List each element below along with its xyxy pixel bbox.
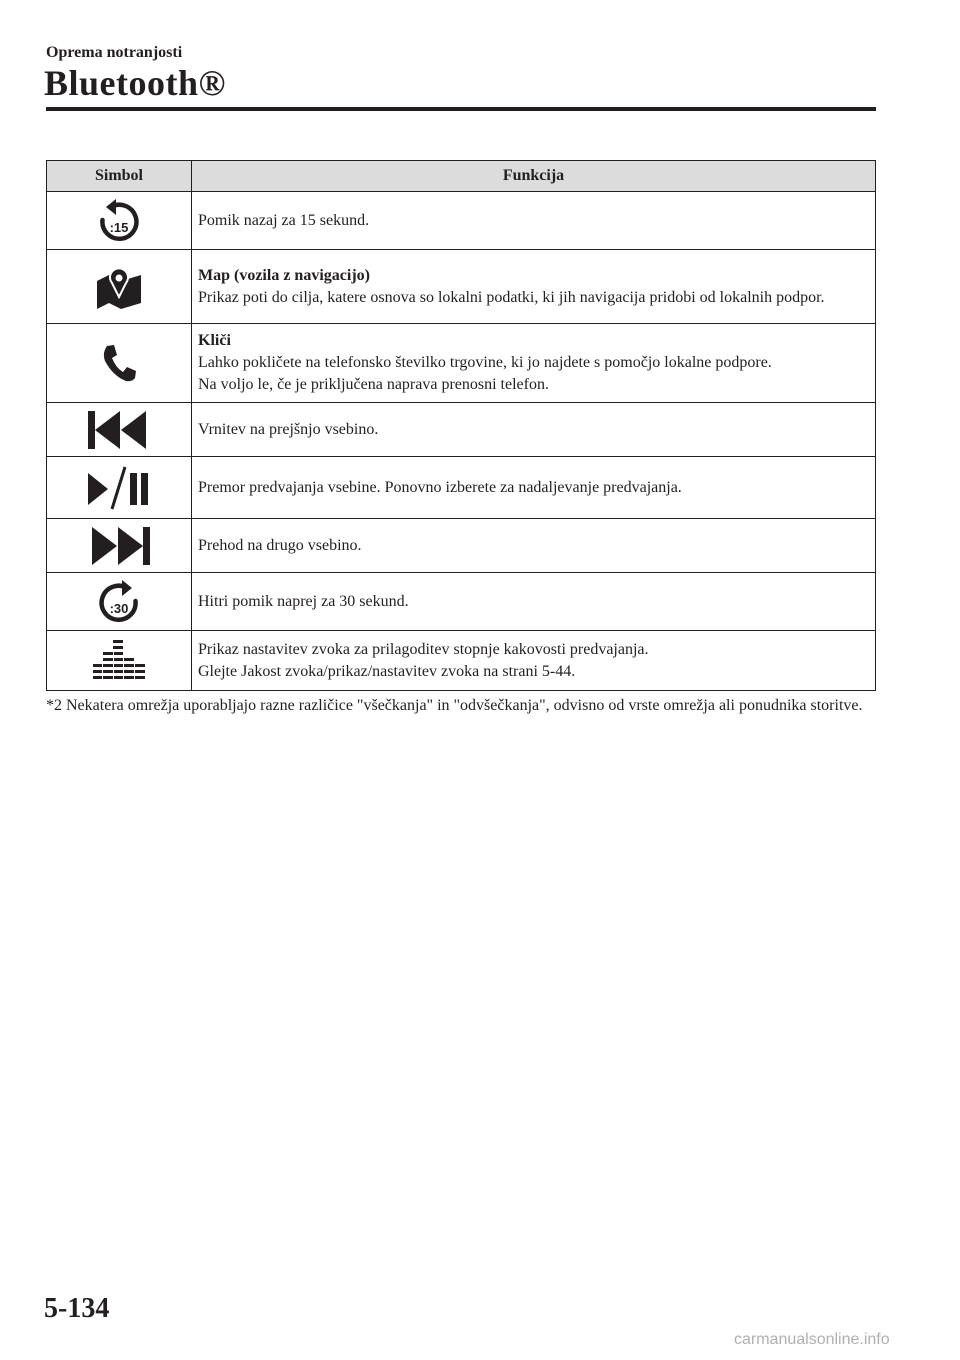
table-row — [47, 573, 876, 631]
function-cell — [192, 631, 876, 691]
next-track-icon — [88, 527, 150, 565]
function-cell — [192, 519, 876, 573]
symbol-cell — [47, 457, 192, 519]
svg-text::30: :30 — [109, 600, 129, 616]
skip-forward-30-icon — [97, 579, 141, 625]
function-heading: Map (vozila z navigacijo) — [198, 266, 370, 284]
function-text: Pomik nazaj za 15 sekund. — [198, 211, 370, 229]
symbol-cell — [47, 631, 192, 691]
function-cell — [192, 324, 876, 403]
column-header-symbol: Simbol — [47, 161, 192, 192]
watermark: carmanualsonline.info — [734, 1331, 890, 1348]
play-pause-icon — [88, 465, 150, 511]
phone-icon — [101, 343, 137, 383]
table-header-row — [47, 161, 876, 192]
symbol-cell — [47, 192, 192, 250]
map-pin-icon — [95, 265, 143, 309]
function-text: Lahko pokličete na telefonsko številko trgovine, ki jo najdete s pomočjo lokalne podpore. — [198, 354, 772, 371]
function-cell — [192, 457, 876, 519]
table-row — [47, 631, 876, 691]
page-title: Bluetooth® — [44, 63, 226, 103]
function-text: Hitri pomik naprej za 30 sekund. — [198, 592, 409, 610]
table-row — [47, 519, 876, 573]
skip-back-15-icon — [97, 198, 141, 244]
column-header-function: Funkcija — [192, 161, 876, 192]
function-heading: Kliči — [198, 332, 231, 349]
function-text: Premor predvajanja vsebine. Ponovno izberete za nadaljevanje predvajanja. — [198, 478, 682, 496]
table-row — [47, 250, 876, 324]
title-divider — [46, 107, 876, 111]
function-text: Prikaz poti do cilja, katere osnova so lokalni podatki, ki jih navigacija pridobi od lokalnih podpor. — [198, 288, 825, 306]
function-text: Na voljo le, če je priključena naprava prenosni telefon. — [198, 376, 549, 393]
symbol-cell — [47, 573, 192, 631]
sound-settings-icon — [93, 640, 145, 682]
function-text: Glejte Jakost zvoka/prikaz/nastavitev zvoka na strani 5-44. — [198, 662, 576, 680]
page-number: 5-134 — [44, 1293, 110, 1324]
svg-text::15: :15 — [109, 219, 129, 235]
function-text: Prehod na drugo vsebino. — [198, 536, 362, 554]
table-row — [47, 324, 876, 403]
table-row — [47, 403, 876, 457]
function-text: Vrnitev na prejšnjo vsebino. — [198, 420, 379, 438]
table-row — [47, 192, 876, 250]
function-text: Prikaz nastavitev zvoka za prilagoditev stopnje kakovosti predvajanja. — [198, 640, 649, 658]
symbol-cell — [47, 324, 192, 403]
footnote: *2 Nekatera omrežja uporabljajo razne različice "všečkanja" in "odvšečkanja", odvisno od vrste omrežja ali ponudnika storitve. — [46, 697, 863, 714]
function-cell — [192, 250, 876, 324]
symbol-table — [46, 160, 876, 691]
function-cell — [192, 192, 876, 250]
table-row — [47, 457, 876, 519]
symbol-cell — [47, 250, 192, 324]
symbol-cell — [47, 403, 192, 457]
symbol-cell — [47, 519, 192, 573]
previous-track-icon — [88, 411, 150, 449]
section-title: Oprema notranjosti — [46, 44, 183, 61]
function-cell — [192, 573, 876, 631]
function-cell — [192, 403, 876, 457]
